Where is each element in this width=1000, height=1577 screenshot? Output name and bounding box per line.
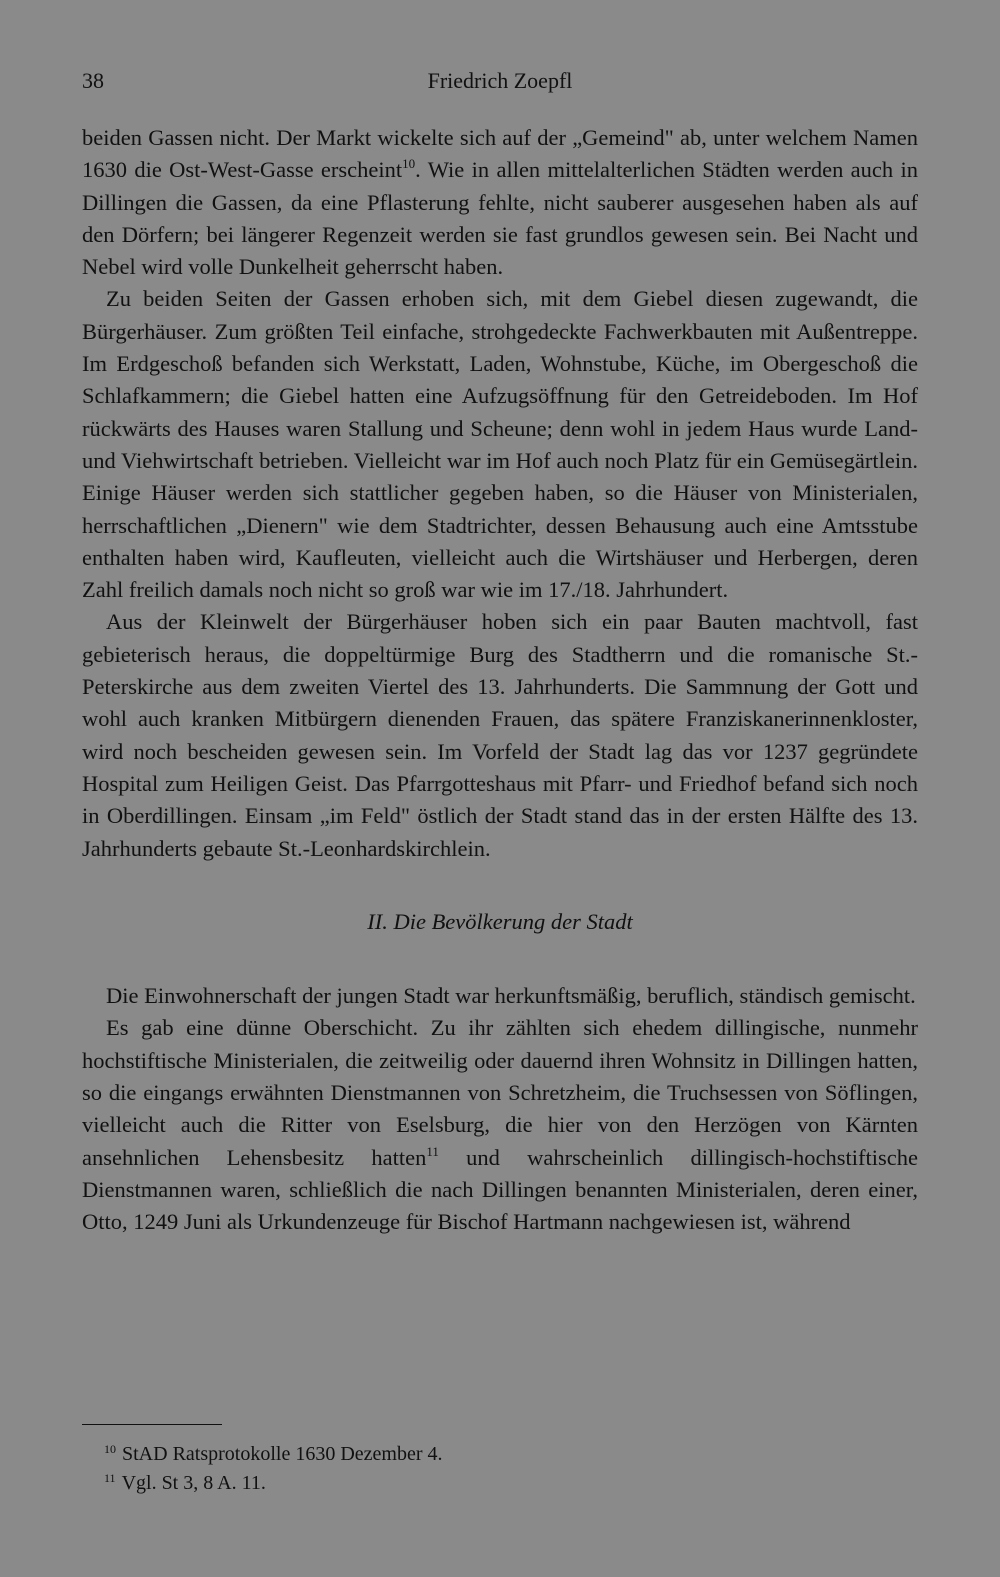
- footnote-divider: [82, 1424, 222, 1425]
- body-text: [82, 122, 918, 1239]
- paragraph-1-text: beiden Gassen nicht. Der Markt wickelte sich auf der „Gemeind" ab, unter welchem Namen 1630 die Ost-West-Gasse erscheint: [82, 125, 918, 183]
- footnote-text: StAD Ratsprotokolle 1630 Dezember 4.: [122, 1443, 443, 1465]
- footnotes: [104, 1440, 904, 1498]
- footnote-text: Vgl. St 3, 8 A. 11.: [121, 1472, 266, 1494]
- page-number: 38: [82, 68, 104, 93]
- footnote-ref-11: 11: [426, 1143, 439, 1159]
- paragraph-4: Die Einwohnerschaft der jungen Stadt war herkunftsmäßig, beruflich, ständisch gemischt.: [106, 983, 916, 1009]
- paragraph-5: [82, 1012, 918, 1238]
- footnote-10: [104, 1440, 904, 1469]
- paragraph-5-text-after: und wahrscheinlich dillingisch-hochstiftische Dienstmannen waren, schließlich die nach Dillingen benannten Ministerialen, deren einer, Otto, 1249 Juni als Urkundenzeuge für Bischof Hartmann nachgewiesen ist, während: [82, 1144, 918, 1235]
- paragraph-2: Zu beiden Seiten der Gassen erhoben sich, mit dem Giebel diesen zugewandt, die Bürgerhäuser. Zum größten Teil einfache, strohgedeckte Fachwerkbauten mit Außentreppe. Im Erdgeschoß befanden sich Werkstatt, Laden, Wohnstube, Küche, im Obergeschoß die Schlafkammern; die Giebel hatten eine Aufzugsöffnung für den Getreideboden. Im Hof rückwärts des Hauses waren Stallung und Scheune; denn wohl in jedem Haus wurde Land- und Viehwirtschaft betrieben. Vielleicht war im Hof auch noch Platz für ein Gemüsegärtlein. Einige Häuser werden sich stattlicher gegeben haben, so die Häuser von Ministerialen, herrschaftlichen „Dienern" wie dem Stadtrichter, dessen Behausung auch eine Amtsstube enthalten haben wird, Kaufleuten, vielleicht auch die Wirtshäuser und Herbergen, deren Zahl freilich damals noch nicht so groß war wie im 17./18. Jahrhundert.: [82, 286, 918, 603]
- running-head: [82, 68, 918, 104]
- running-title: Friedrich Zoepfl: [427, 68, 573, 93]
- paragraph-3: Aus der Kleinwelt der Bürgerhäuser hoben sich ein paar Bauten machtvoll, fast gebieterisch heraus, die doppeltürmige Burg des Stadtherrn und die romanische St.-Peterskirche aus dem zweiten Viertel des 13. Jahrhunderts. Die Sammnung der Gott und wohl auch kranken Mitbürgern dienenden Frauen, das spätere Franziskanerinnenkloster, wird noch bescheiden gewesen sein. Im Vorfeld der Stadt lag das vor 1237 gegründete Hospital zum Heiligen Geist. Das Pfarrgotteshaus mit Pfarr- und Friedhof befand sich noch in Oberdillingen. Einsam „im Feld" östlich der Stadt stand das in der ersten Hälfte des 13. Jahrhunderts gebaute St.-Leonhardskirchlein.: [82, 609, 918, 861]
- footnote-11: [104, 1469, 904, 1498]
- paragraph-1-text-after: . Wie in allen mittelalterlichen Städten werden auch in Dillingen die Gassen, da eine Pflasterung fehlte, nicht sauberer ausgesehen haben als auf den Dörfern; bei längerer Regenzeit werden sie fast grundlos gewesen sein. Bei Nacht und Nebel wird volle Dunkelheit geherrscht haben.: [82, 157, 919, 280]
- footnote-ref-10: 10: [402, 156, 416, 172]
- section-heading: II. Die Bevölkerung der Stadt: [367, 908, 633, 934]
- paragraph-5-text: Es gab eine dünne Oberschicht. Zu ihr zählten sich ehedem dillingische, nunmehr hochstiftische Ministerialen, die zeitweilig oder dauernd ihren Wohnsitz in Dillingen hatten, so die eingangs erwähnten Dienstmannen von Schretzheim, die Truchsessen von Söflingen, vielleicht auch die Ritter von Eselsburg, die hier von den Herzögen von Kärnten ansehnlichen Lehensbesitz hatten: [82, 1015, 918, 1170]
- paragraph-1: [82, 122, 918, 283]
- footnote-mark: 10: [104, 1442, 116, 1456]
- footnote-mark: 11: [104, 1471, 116, 1485]
